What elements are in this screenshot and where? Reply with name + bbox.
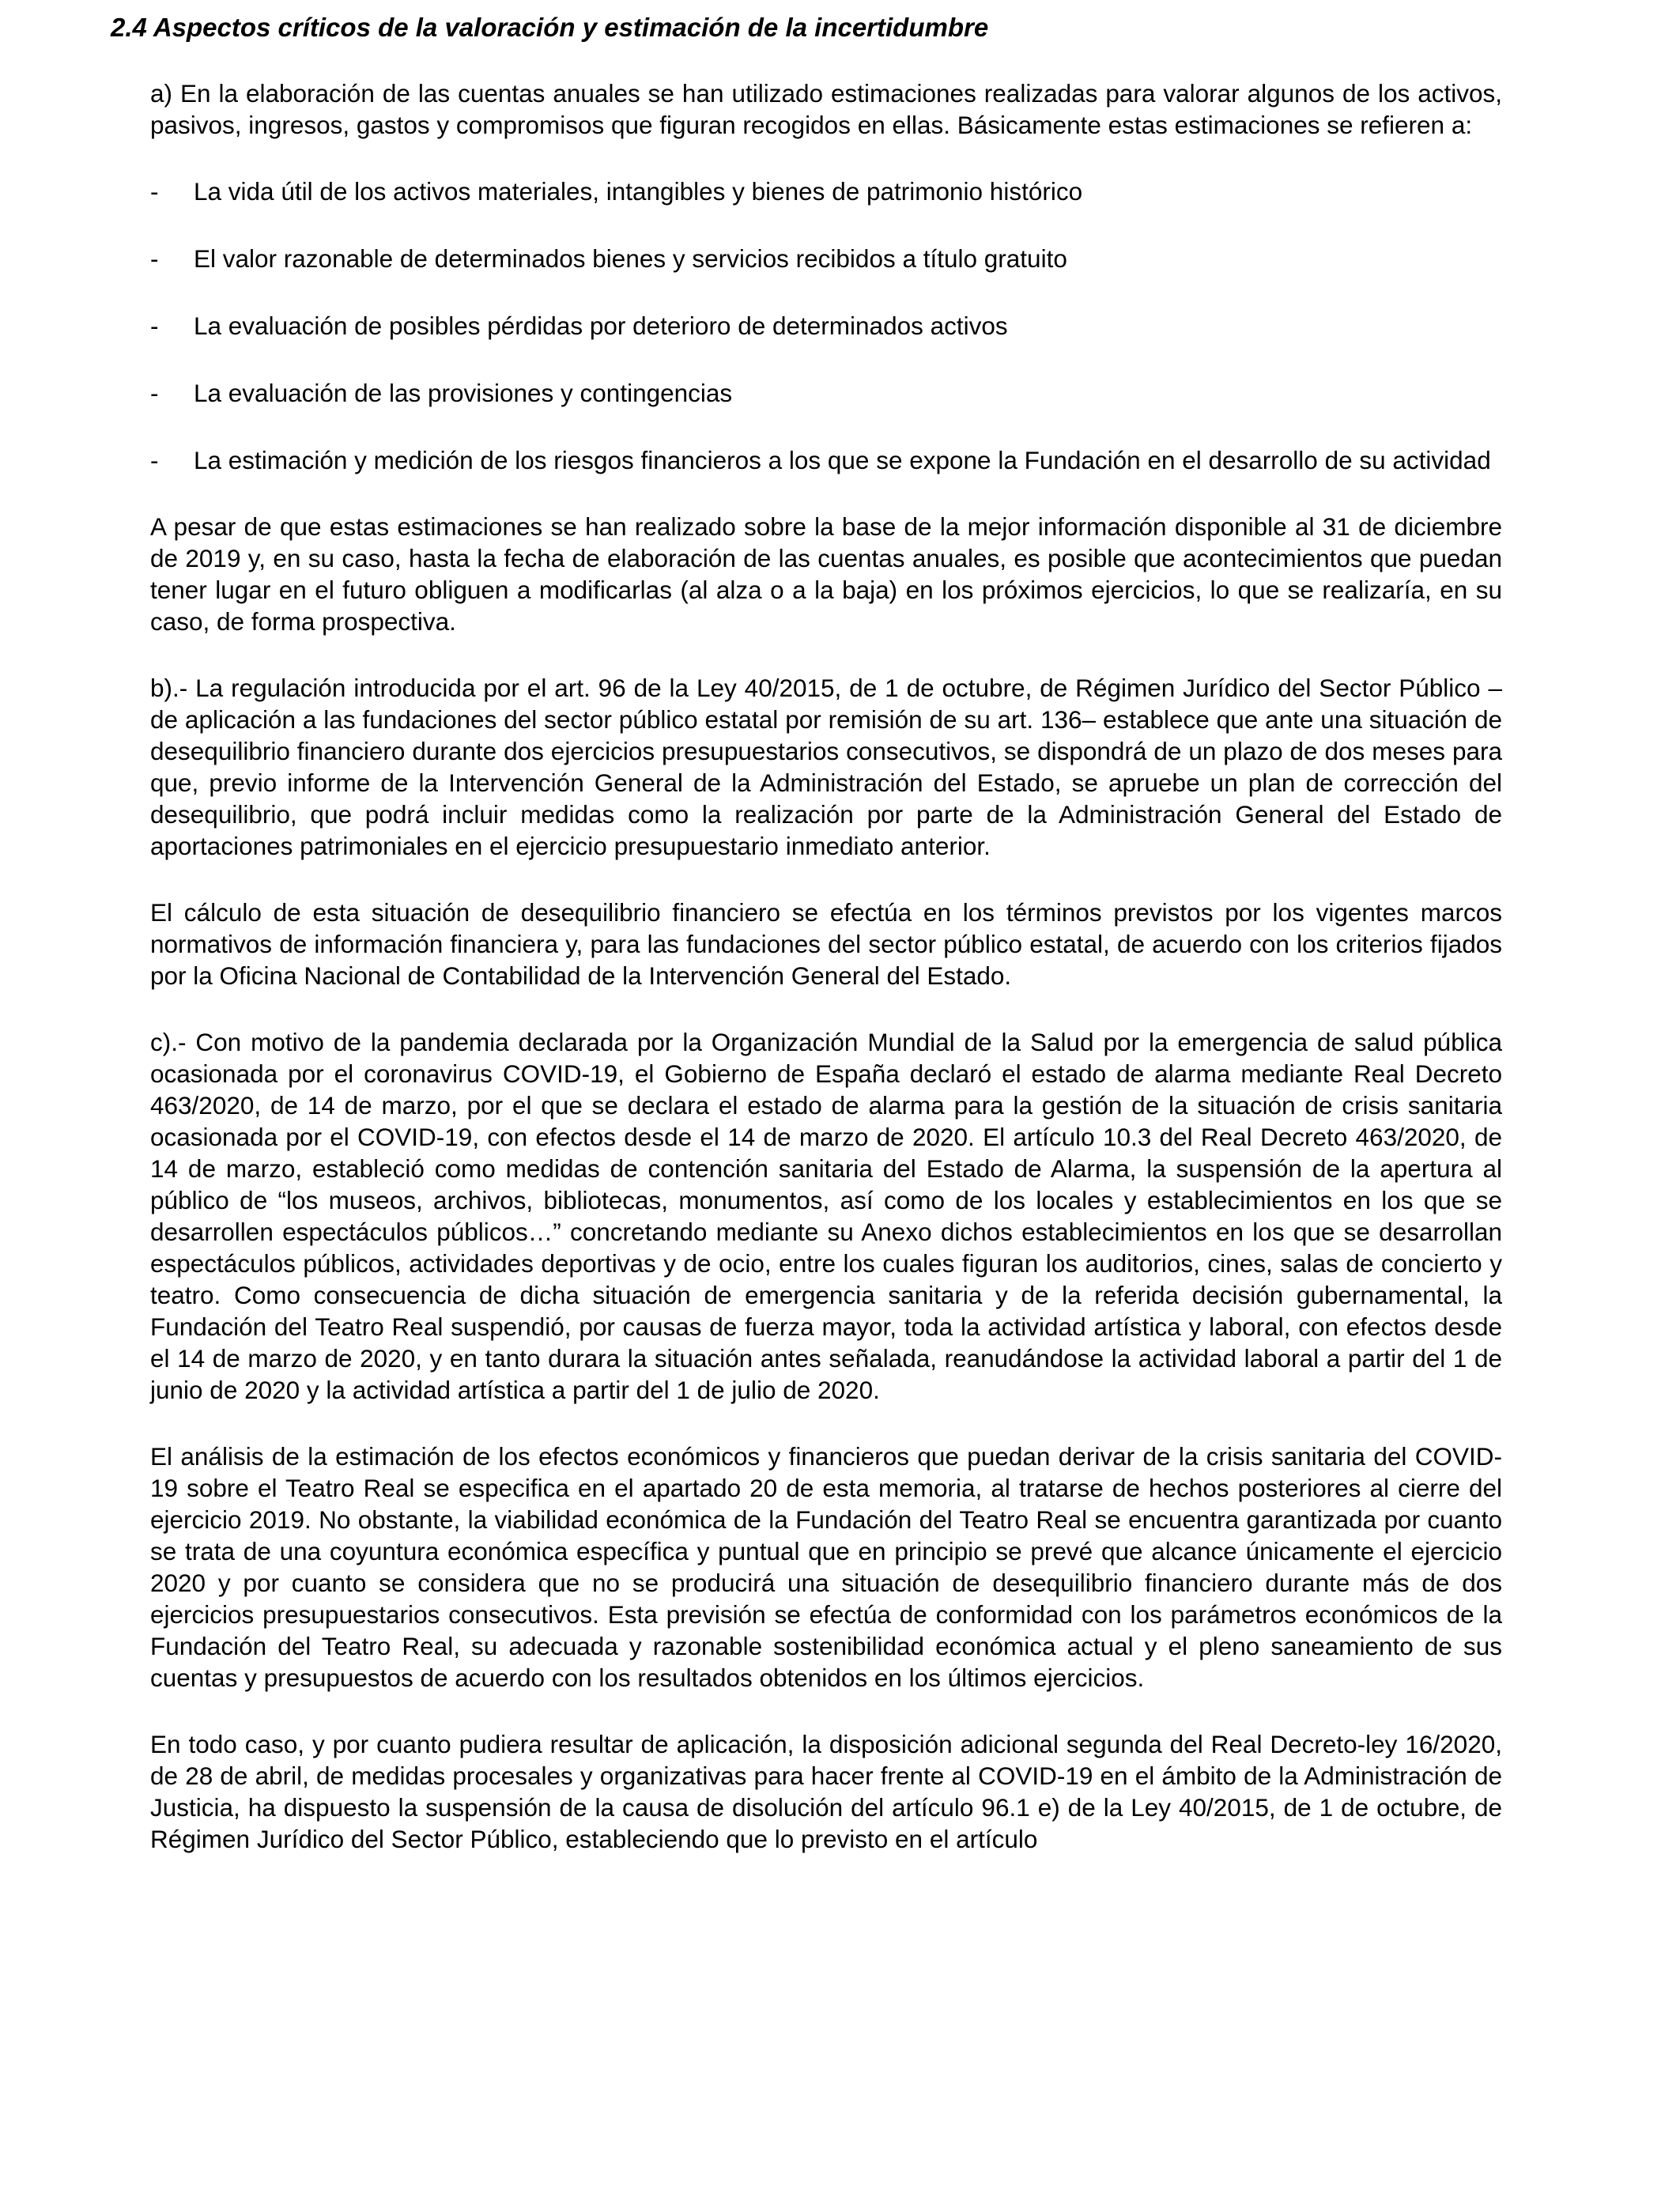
paragraph-estimates-note: A pesar de que estas estimaciones se han realizado sobre la base de la mejor información disponible al 31 de diciembre de 2019 y, en su caso, hasta la fecha de elaboración de las cuentas anuales, es posible que acontecimientos que puedan tener lugar en el futuro obliguen a modificarlas (al alza o a la baja) en los próximos ejercicios, lo que se realizaría, en su caso, de forma prospectiva. (150, 512, 1502, 636)
list-item-text: La evaluación de posibles pérdidas por deterioro de determinados activos (194, 312, 1008, 340)
list-item (150, 377, 1502, 409)
paragraph-analisis: El análisis de la estimación de los efectos económicos y financieros que puedan derivar de la crisis sanitaria del COVID-19 sobre el Teatro Real se especifica en el apartado 20 de esta memoria, al tratarse de hechos posteriores al cierre del ejercicio 2019. No obstante, la viabilidad económica de la Fundación del Teatro Real se encuentra garantizada por cuanto se trata de una coyuntura económica específica y puntual que en principio se prevé que alcance únicamente el ejercicio 2020 y por cuanto se considera que no se producirá una situación de desequilibrio financiero durante más de dos ejercicios presupuestarios consecutivos. Esta previsión se efectúa de conformidad con los parámetros económicos de la Fundación del Teatro Real, su adecuada y razonable sostenibilidad económica actual y el pleno saneamiento de sus cuentas y presupuestos de acuerdo con los resultados obtenidos en los últimos ejercicios. (150, 1442, 1502, 1692)
list-item-text: La evaluación de las provisiones y contingencias (194, 379, 733, 407)
bullet-marker: - (150, 446, 159, 474)
list-item (150, 310, 1502, 342)
paragraph-c: c).- Con motivo de la pandemia declarada por la Organización Mundial de la Salud por la emergencia de salud pública ocasionada por el coronavirus COVID-19, el Gobierno de España declaró el estado de alarma mediante Real Decreto 463/2020, de 14 de marzo, por el que se declara el estado de alarma para la gestión de la situación de crisis sanitaria ocasionada por el COVID-19, con efectos desde el 14 de marzo de 2020. El artículo 10.3 del Real Decreto 463/2020, de 14 de marzo, estableció como medidas de contención sanitaria del Estado de Alarma, la suspensión de la apertura al público de “los museos, archivos, bibliotecas, monumentos, así como de los locales y establecimientos en los que se desarrollen espectáculos públicos…” concretando mediante su Anexo dichos establecimientos en los que se desarrollan espectáculos públicos, actividades deportivas y de ocio, entre los cuales figuran los auditorios, cines, salas de concierto y teatro. Como consecuencia de dicha situación de emergencia sanitaria y de la referida decisión gubernamental, la Fundación del Teatro Real suspendió, por causas de fuerza mayor, toda la actividad artística y laboral, con efectos desde el 14 de marzo de 2020, y en tanto durara la situación antes señalada, reanudándose la actividad laboral a partir del 1 de junio de 2020 y la actividad artística a partir del 1 de julio de 2020. (150, 1028, 1502, 1404)
list-item-text: La estimación y medición de los riesgos financieros a los que se expone la Fundación en el desarrollo de su actividad (194, 446, 1491, 474)
list-item-text: La vida útil de los activos materiales, intangibles y bienes de patrimonio histórico (194, 177, 1083, 206)
paragraph-final: En todo caso, y por cuanto pudiera resultar de aplicación, la disposición adicional segunda del Real Decreto-ley 16/2020, de 28 de abril, de medidas procesales y organizativas para hacer frente al COVID-19 en el ámbito de la Administración de Justicia, ha dispuesto la suspensión de la causa de disolución del artículo 96.1 e) de la Ley 40/2015, de 1 de octubre, de Régimen Jurídico del Sector Público, estableciendo que lo previsto en el artículo (150, 1730, 1502, 1853)
bullet-marker: - (150, 244, 159, 273)
list-item-text: El valor razonable de determinados bienes y servicios recibidos a título gratuito (194, 244, 1067, 273)
estimates-list (150, 176, 1502, 476)
bullet-marker: - (150, 177, 159, 206)
bullet-marker: - (150, 312, 159, 340)
bullet-marker: - (150, 379, 159, 407)
paragraph-b: b).- La regulación introducida por el art. 96 de la Ley 40/2015, de 1 de octubre, de Régimen Jurídico del Sector Público –de aplicación a las fundaciones del sector público estatal por remisión de su art. 136– establece que ante una situación de desequilibrio financiero durante dos ejercicios presupuestarios consecutivos, se dispondrá de un plazo de dos meses para que, previo informe de la Intervención General de la Administración del Estado, se apruebe un plan de corrección del desequilibrio, que podrá incluir medidas como la realización por parte de la Administración General del Estado de aportaciones patrimoniales en el ejercicio presupuestario inmediato anterior. (150, 674, 1502, 860)
list-item (150, 176, 1502, 207)
section-body (150, 77, 1502, 1890)
section-heading: 2.4 Aspectos críticos de la valoración y estimación de la incertidumbre (111, 13, 989, 42)
paragraph-calculo: El cálculo de esta situación de desequilibrio financiero se efectúa en los términos previstos por los vigentes marcos normativos de información financiera y, para las fundaciones del sector público estatal, de acuerdo con los criterios fijados por la Oficina Nacional de Contabilidad de la Intervención General del Estado. (150, 898, 1502, 990)
list-item (150, 444, 1502, 476)
list-item (150, 243, 1502, 274)
paragraph-a-intro: a) En la elaboración de las cuentas anuales se han utilizado estimaciones realizadas para valorar algunos de los activos, pasivos, ingresos, gastos y compromisos que figuran recogidos en ellas. Básicamente estas estimaciones se refieren a: (150, 79, 1502, 139)
